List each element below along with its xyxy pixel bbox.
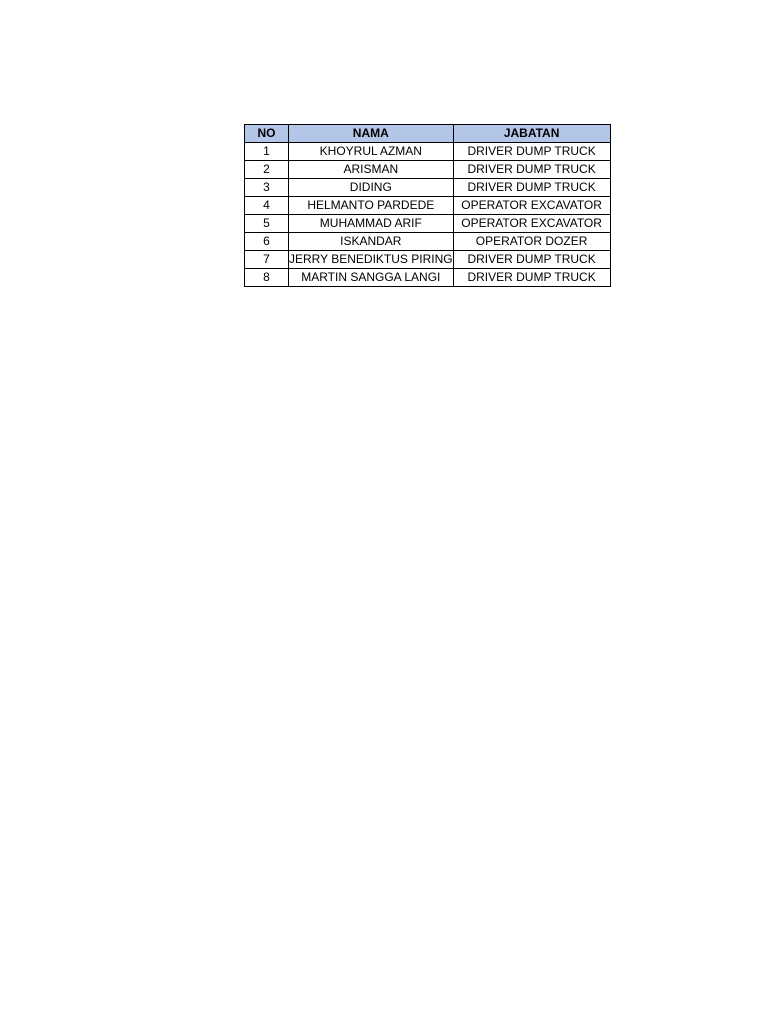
cell-jabatan: DRIVER DUMP TRUCK [453, 143, 610, 161]
cell-nama: MUHAMMAD ARIF [289, 215, 454, 233]
header-jabatan: JABATAN [453, 125, 610, 143]
cell-jabatan: DRIVER DUMP TRUCK [453, 251, 610, 269]
cell-nama: ARISMAN [289, 161, 454, 179]
table-body [245, 143, 611, 287]
cell-no: 4 [245, 197, 289, 215]
table-row [245, 179, 611, 197]
cell-no: 7 [245, 251, 289, 269]
table-row [245, 269, 611, 287]
table-header [245, 125, 611, 143]
cell-nama: ISKANDAR [289, 233, 454, 251]
table-row [245, 161, 611, 179]
cell-jabatan: OPERATOR DOZER [453, 233, 610, 251]
cell-jabatan: OPERATOR EXCAVATOR [453, 215, 610, 233]
staff-table [244, 124, 611, 287]
cell-jabatan: DRIVER DUMP TRUCK [453, 161, 610, 179]
cell-nama: DIDING [289, 179, 454, 197]
cell-no: 6 [245, 233, 289, 251]
header-row [245, 125, 611, 143]
table-row [245, 233, 611, 251]
table-row [245, 197, 611, 215]
cell-no: 2 [245, 161, 289, 179]
cell-jabatan: OPERATOR EXCAVATOR [453, 197, 610, 215]
cell-nama: HELMANTO PARDEDE [289, 197, 454, 215]
header-no: NO [245, 125, 289, 143]
cell-no: 5 [245, 215, 289, 233]
table-row [245, 251, 611, 269]
cell-jabatan: DRIVER DUMP TRUCK [453, 269, 610, 287]
table-row [245, 215, 611, 233]
table-row [245, 143, 611, 161]
cell-no: 8 [245, 269, 289, 287]
cell-jabatan: DRIVER DUMP TRUCK [453, 179, 610, 197]
cell-nama: JERRY BENEDIKTUS PIRING [289, 251, 454, 269]
header-nama: NAMA [289, 125, 454, 143]
cell-nama: KHOYRUL AZMAN [289, 143, 454, 161]
cell-nama: MARTIN SANGGA LANGI [289, 269, 454, 287]
cell-no: 1 [245, 143, 289, 161]
cell-no: 3 [245, 179, 289, 197]
